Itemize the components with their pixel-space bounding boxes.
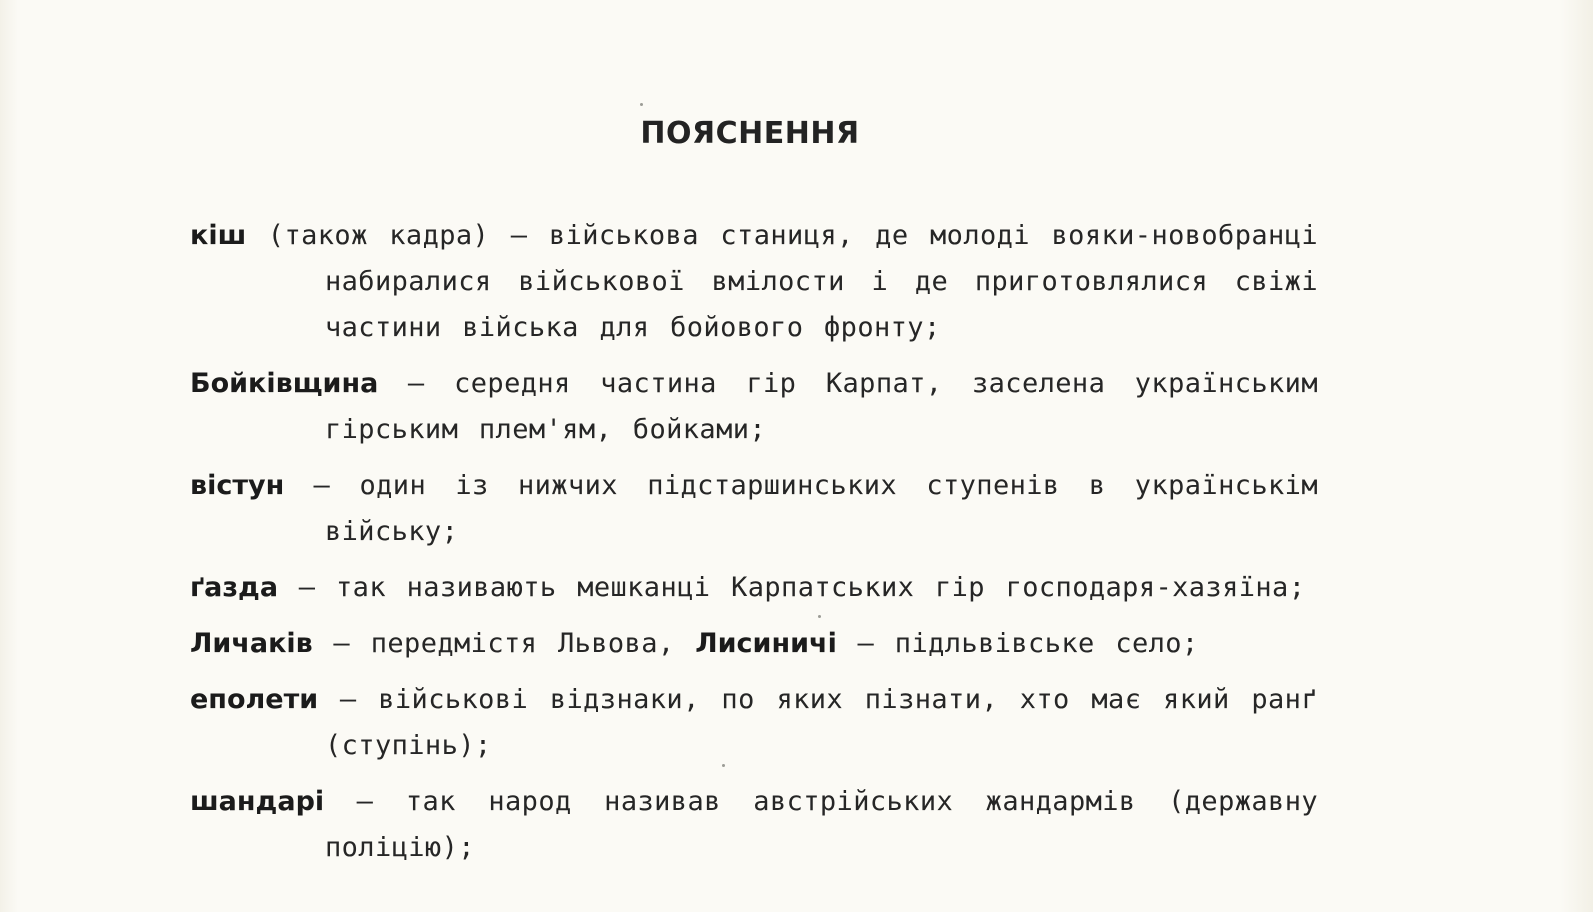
glossary-definition-secondary: — підльвівське село;	[836, 628, 1199, 659]
glossary-entry-shandari	[190, 779, 1318, 871]
glossary-entry-lychakiv	[190, 621, 1318, 667]
page-title: ПОЯСНЕННЯ	[640, 116, 860, 151]
glossary-entry-vistun	[190, 463, 1318, 555]
glossary-term-secondary: Лисиничі	[695, 628, 837, 659]
glossary-entry-epolety	[190, 677, 1318, 769]
paper-speck	[640, 103, 643, 106]
glossary-entry-boikivshchyna	[190, 361, 1318, 453]
glossary-term: Личаків	[190, 628, 313, 659]
glossary-term: ґазда	[190, 572, 279, 603]
glossary-definition: — так називають мешканці Карпатських гір господаря-хазяїна;	[278, 572, 1306, 603]
glossary-term: Бойківщина	[190, 368, 379, 399]
glossary-entry-gazda	[190, 565, 1318, 611]
glossary-definition: — передмістя Львова,	[312, 628, 696, 659]
glossary-term: еполети	[190, 684, 319, 715]
glossary-term: кіш	[190, 220, 247, 251]
glossary-definition: — один із нижчих підстаршинських ступенів в українськім війську;	[284, 470, 1318, 547]
glossary-entry-kish	[190, 213, 1318, 351]
glossary-term: шандарі	[190, 786, 325, 817]
glossary-list	[190, 213, 1318, 881]
glossary-definition: — військові відзнаки, по яких пізнати, хто має який ранґ (ступінь);	[318, 684, 1318, 761]
glossary-term: вістун	[190, 470, 285, 501]
glossary-definition: — так народ називав австрійських жандармів (державну поліцію);	[324, 786, 1318, 863]
glossary-definition: — середня частина гір Карпат, заселена українським гірським плем'ям, бойками;	[325, 368, 1318, 445]
glossary-definition: (також кадра) — військова станиця, де молоді вояки-новобранці набиралися військової вмілости і де приготовлялися свіжі частини війська для бойового фронту;	[246, 220, 1318, 343]
